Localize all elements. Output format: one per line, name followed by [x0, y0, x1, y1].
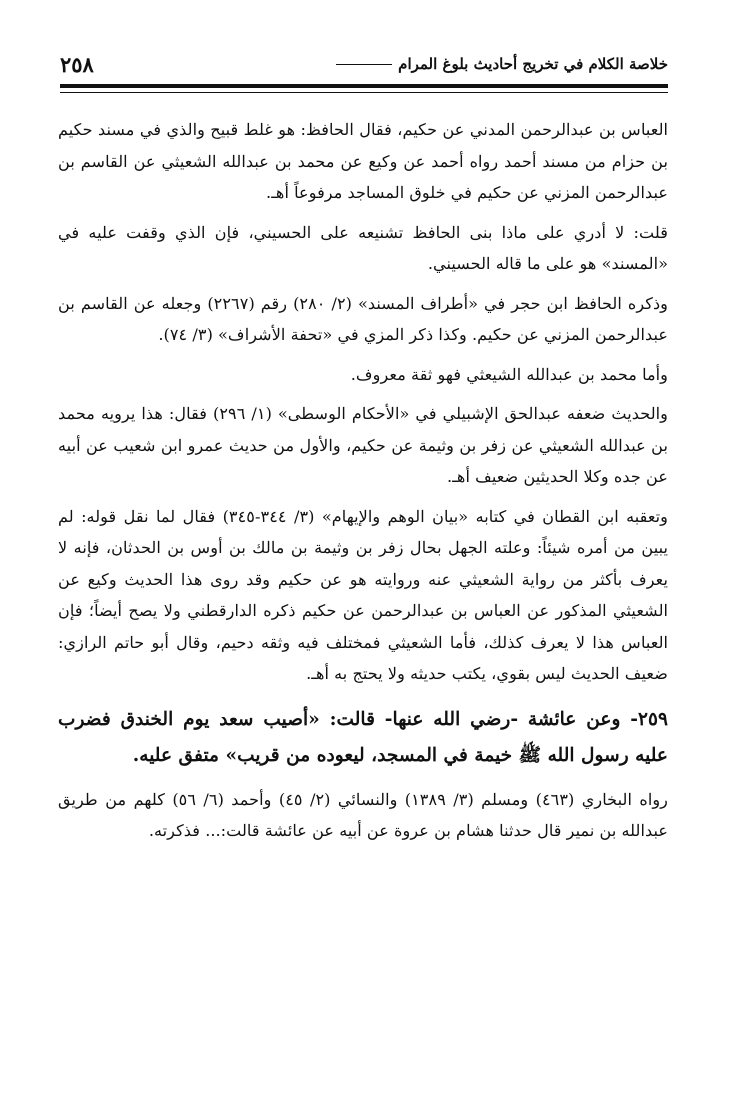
page-body — [58, 114, 668, 855]
hadith-text — [58, 702, 668, 774]
header-rule-thick — [60, 84, 668, 88]
paragraph-4: وأما محمد بن عبدالله الشيعثي فهو ثقة معروف. — [350, 364, 668, 384]
page-header — [60, 44, 668, 84]
hadith-body: - وعن عائشة -رضي الله عنها- قالت: «أصيب سعد يوم الخندق فضرب عليه رسول الله ﷺ خيمة في المسجد، ليعوده من قريب» متفق عليه. — [58, 708, 668, 766]
hadith-number: ٢٥٩ — [638, 708, 668, 730]
paragraph-3: وذكره الحافظ ابن حجر في «أطراف المسند» (٢/ ٢٨٠) رقم (٢٢٦٧) وجعله عن القاسم بن عبدالرحمن المزني عن حكيم. وكذا ذكر المزي في «تحفة الأشراف» (٣/ ٧٤). — [58, 293, 668, 344]
paragraph-5: والحديث ضعفه عبدالحق الإشبيلي في «الأحكام الوسطى» (١/ ٢٩٦) فقال: هذا يرويه محمد بن عبدالله الشعيثي عن زفر بن وثيمة عن حكيم، والأول من حديث عمرو ابن شعيب عن أبيه عن جده وكلا الحديثين ضعيف أهـ. — [58, 404, 668, 486]
header-dash — [336, 64, 392, 65]
running-head — [336, 55, 668, 73]
header-rule-thin — [60, 92, 668, 93]
paragraph-2: قلت: لا أدري على ماذا بنى الحافظ تشنيعه على الحسيني، فإن الذي وقفت عليه في «المسند» هو على ما قاله الحسيني. — [58, 222, 668, 273]
page-number: ٢٥٨ — [60, 51, 94, 77]
running-title: خلاصة الكلام في تخريج أحاديث بلوغ المرام — [398, 55, 668, 73]
takhrij-paragraph: رواه البخاري (٤٦٣) ومسلم (٣/ ١٣٨٩) والنسائي (٢/ ٤٥) وأحمد (٦/ ٥٦) كلهم من طريق عبدالله بن نمير قال حدثنا هشام بن عروة عن أبيه عن عائشة قالت:... فذكرته. — [58, 789, 668, 840]
paragraph-6: وتعقبه ابن القطان في كتابه «بيان الوهم والإيهام» (٣/ ٣٤٤-٣٤٥) فقال لما نقل قوله: لم يبين من أمره شيئاً: وعلته الجهل بحال زفر بن وثيمة بن مالك بن أوس بن الحدثان، فإنه لا يعرف بأكثر من رواية الشعيثي عنه وروايته هو عن حكيم وقد روى هذا الحديث وكيع عن الشعيثي المذكور عن العباس بن عبدالرحمن عن حكيم ذكره الدارقطني ولا يصح أيضاً؛ فإن العباس هذا لا يعرف كذلك، فأما الشعيثي فمختلف فيه وثقه دحيم، وقال أبو حاتم الرازي: ضعيف الحديث ليس بقوي، يكتب حديثه ولا يحتج به أهـ. — [58, 506, 668, 683]
paragraph-1: العباس بن عبدالرحمن المدني عن حكيم، فقال الحافظ: هو غلط قبيح والذي في مسند حكيم بن حزام من مسند أحمد رواه أحمد عن وكيع عن محمد بن عبدالله الشعيثي عن القاسم بن عبدالرحمن المزني عن حكيم في خلوق المساجد مرفوعاً أهـ. — [58, 120, 668, 202]
